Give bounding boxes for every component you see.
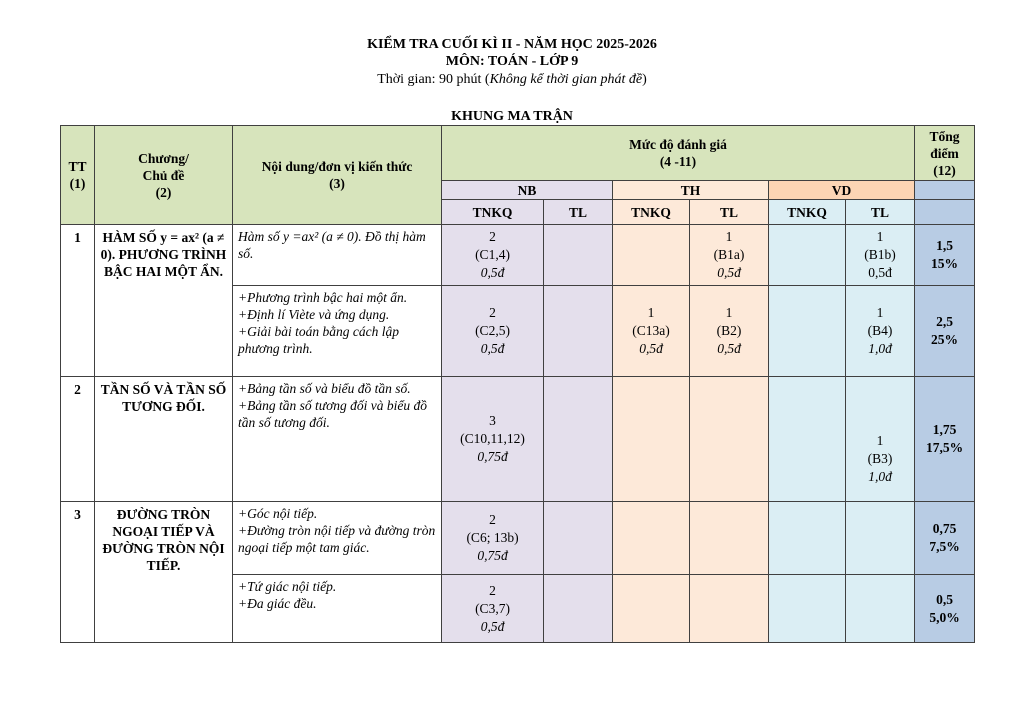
nb-tl-cell	[544, 286, 613, 377]
exam-duration	[0, 71, 1024, 89]
vd-tnkq-header: TNKQ	[769, 200, 846, 225]
nb-tl-cell	[544, 502, 613, 575]
nb-tl-cell	[544, 225, 613, 286]
vd-tnkq-cell	[769, 377, 846, 502]
nb-tnkq-header: TNKQ	[442, 200, 544, 225]
vd-tl-cell: 1 (B1b) 0,5đ	[846, 225, 915, 286]
row-number: 3	[61, 502, 95, 643]
vd-tl-header: TL	[846, 200, 915, 225]
col-topic-header: Chương/ Chủ đề (2)	[95, 126, 233, 225]
nb-tnkq-cell: 2 (C3,7) 0,5đ	[442, 575, 544, 643]
duration-text: Thời gian: 90 phút (	[377, 72, 490, 87]
content-cell: +Bảng tần số và biểu đồ tần số. +Bảng tần số tương đối và biểu đồ tần số tương đối.	[233, 377, 442, 502]
th-tl-header: TL	[690, 200, 769, 225]
col-level-header: Mức độ đánh giá (4 -11)	[442, 126, 915, 181]
content-cell: +Phương trình bậc hai một ẩn. +Định lí Viète và ứng dụng. +Giải bài toán bằng cách lập phương trình.	[233, 286, 442, 377]
exam-title: KIỂM TRA CUỐI KÌ II - NĂM HỌC 2025-2026	[367, 37, 657, 52]
th-tl-cell	[690, 377, 769, 502]
vd-tnkq-cell	[769, 502, 846, 575]
vd-tl-cell: 1 (B4) 1,0đ	[846, 286, 915, 377]
topic-cell: HÀM SỐ y = ax² (a ≠ 0). PHƯƠNG TRÌNH BẬC HAI MỘT ẨN.	[95, 225, 233, 377]
total-cell: 0,75 7,5%	[915, 502, 975, 575]
content-cell: +Góc nội tiếp. +Đường tròn nội tiếp và đường tròn ngoại tiếp một tam giác.	[233, 502, 442, 575]
level-th: TH	[613, 181, 769, 200]
total-spacer	[915, 181, 975, 200]
table-row	[61, 377, 975, 502]
nb-tnkq-cell: 2 (C2,5) 0,5đ	[442, 286, 544, 377]
level-nb: NB	[442, 181, 613, 200]
content-cell: Hàm số y =ax² (a ≠ 0). Đồ thị hàm số.	[233, 225, 442, 286]
vd-tl-cell: 1 (B3) 1,0đ	[846, 377, 915, 502]
th-tl-cell	[690, 502, 769, 575]
nb-tnkq-cell: 2 (C6; 13b) 0,75đ	[442, 502, 544, 575]
section-title: KHUNG MA TRẬN	[451, 109, 573, 124]
content-cell: +Tứ giác nội tiếp. +Đa giác đều.	[233, 575, 442, 643]
th-tnkq-cell	[613, 502, 690, 575]
th-tnkq-cell	[613, 575, 690, 643]
th-tl-cell	[690, 575, 769, 643]
total-cell: 2,5 25%	[915, 286, 975, 377]
table-row	[61, 502, 975, 575]
total-cell: 0,5 5,0%	[915, 575, 975, 643]
vd-tnkq-cell	[769, 286, 846, 377]
th-tnkq-header: TNKQ	[613, 200, 690, 225]
vd-tl-cell	[846, 575, 915, 643]
vd-tl-cell	[846, 502, 915, 575]
col-content-header: Nội dung/đơn vị kiến thức (3)	[233, 126, 442, 225]
matrix-table	[60, 125, 975, 643]
level-vd: VD	[769, 181, 915, 200]
vd-tnkq-cell	[769, 225, 846, 286]
subject-title: MÔN: TOÁN - LỚP 9	[445, 54, 579, 69]
th-tnkq-cell: 1 (C13a) 0,5đ	[613, 286, 690, 377]
nb-tnkq-cell: 2 (C1,4) 0,5đ	[442, 225, 544, 286]
nb-tl-header: TL	[544, 200, 613, 225]
th-tnkq-cell	[613, 225, 690, 286]
table-row	[61, 225, 975, 286]
col-total-header: Tổng điểm (12)	[915, 126, 975, 181]
vd-tnkq-cell	[769, 575, 846, 643]
row-number: 2	[61, 377, 95, 502]
col-tt-header: TT (1)	[61, 126, 95, 225]
row-number: 1	[61, 225, 95, 377]
nb-tl-cell	[544, 377, 613, 502]
th-tnkq-cell	[613, 377, 690, 502]
total-cell: 1,5 15%	[915, 225, 975, 286]
th-tl-cell: 1 (B1a) 0,5đ	[690, 225, 769, 286]
nb-tl-cell	[544, 575, 613, 643]
total-cell: 1,75 17,5%	[915, 377, 975, 502]
topic-cell: ĐƯỜNG TRÒN NGOẠI TIẾP VÀ ĐƯỜNG TRÒN NỘI TIẾP.	[95, 502, 233, 643]
duration-close: )	[642, 72, 647, 87]
topic-cell: TẦN SỐ VÀ TẦN SỐ TƯƠNG ĐỐI.	[95, 377, 233, 502]
th-tl-cell: 1 (B2) 0,5đ	[690, 286, 769, 377]
total-spacer-2	[915, 200, 975, 225]
duration-note: Không kể thời gian phát đề	[489, 72, 643, 87]
nb-tnkq-cell: 3 (C10,11,12) 0,75đ	[442, 377, 544, 502]
